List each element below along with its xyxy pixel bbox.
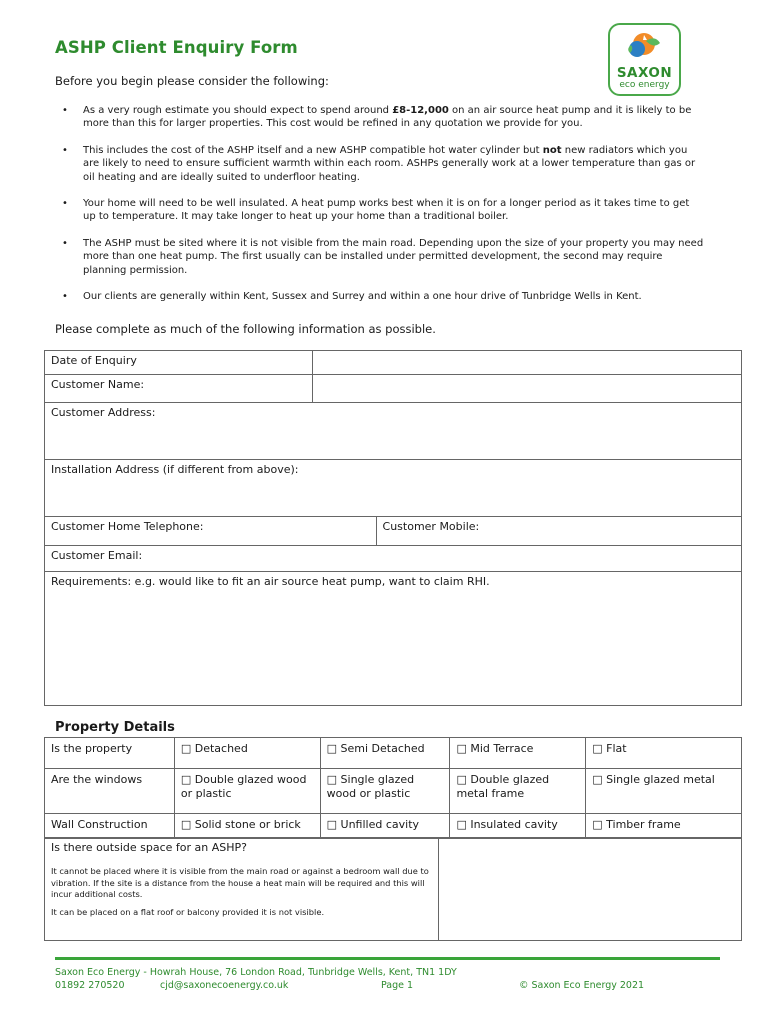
requirements-field[interactable]	[45, 572, 742, 706]
requirements-label: Requirements: e.g. would like to fit an air source heat pump, want to claim RHI.	[51, 575, 490, 588]
property-details-heading: Property Details	[55, 720, 175, 735]
footer-address: Saxon Eco Energy - Howrah House, 76 London Road, Tunbridge Wells, Kent, TN1 1DY	[55, 967, 457, 978]
option-detached[interactable]: □ Detached	[174, 738, 320, 769]
instruction-text: Please complete as much of the following information as possible.	[55, 322, 436, 336]
footer-page-number: Page 1	[381, 980, 414, 991]
footer-divider	[55, 957, 720, 960]
home-telephone-field[interactable]	[45, 517, 377, 546]
considerations-list	[55, 104, 705, 316]
outside-space-note-2: It can be placed on a flat roof or balcony provided it is not visible.	[51, 906, 325, 917]
option-double-glazed-wood[interactable]: □ Double glazed wood or plastic	[174, 769, 320, 814]
install-address-field[interactable]	[45, 460, 742, 517]
address-label: Customer Address:	[51, 406, 156, 419]
logo-tagline: eco energy	[619, 80, 670, 90]
option-solid-stone[interactable]: □ Solid stone or brick	[174, 814, 320, 839]
list-item: • Your home will need to be well insulated. A heat pump works best when it is on for a longer period as it takes time to get up to temperature. It may take longer to heat up your home than a traditional boiler.	[55, 197, 705, 224]
outside-space-cell	[44, 837, 439, 941]
footer-email: cjd@saxonecoenergy.co.uk	[160, 980, 289, 991]
customer-details-table	[44, 350, 742, 706]
email-field[interactable]	[45, 546, 742, 572]
saxon-logo	[608, 23, 681, 96]
option-semi-detached[interactable]: □ Semi Detached	[320, 738, 450, 769]
option-flat[interactable]: □ Flat	[586, 738, 742, 769]
option-double-glazed-metal[interactable]: □ Double glazed metal frame	[450, 769, 586, 814]
list-item: • This includes the cost of the ASHP itself and a new ASHP compatible hot water cylinder but not new radiators which you are likely to need to ensure sufficient warmth within each room. ASHPs generally work at a lower temperature than gas or oil heating and are ideally suited to underfloor heating.	[55, 144, 705, 184]
property-details-table	[44, 737, 742, 839]
name-label: Customer Name:	[45, 375, 313, 403]
list-item: • As a very rough estimate you should expect to spend around £8-12,000 on an air source heat pump and it is likely to be more than this for larger properties. This cost would be refined in any quotation we provide for you.	[55, 104, 705, 131]
option-unfilled-cavity[interactable]: □ Unfilled cavity	[320, 814, 450, 839]
option-mid-terrace[interactable]: □ Mid Terrace	[450, 738, 586, 769]
option-single-glazed-wood[interactable]: □ Single glazed wood or plastic	[320, 769, 450, 814]
wall-construction-label: Wall Construction	[45, 814, 175, 839]
property-type-label: Is the property	[45, 738, 175, 769]
address-field[interactable]	[45, 403, 742, 460]
option-single-glazed-metal[interactable]: □ Single glazed metal	[586, 769, 742, 814]
date-label: Date of Enquiry	[45, 351, 313, 375]
home-telephone-label: Customer Home Telephone:	[51, 520, 204, 533]
option-timber-frame[interactable]: □ Timber frame	[586, 814, 742, 839]
intro-text: Before you begin please consider the following:	[55, 74, 329, 88]
option-insulated-cavity[interactable]: □ Insulated cavity	[450, 814, 586, 839]
windows-label: Are the windows	[45, 769, 175, 814]
install-address-label: Installation Address (if different from above):	[51, 463, 299, 476]
outside-space-question: Is there outside space for an ASHP?	[51, 841, 247, 854]
page-title: ASHP Client Enquiry Form	[55, 38, 298, 57]
name-field[interactable]	[312, 375, 741, 403]
footer-phone: 01892 270520	[55, 980, 125, 991]
logo-wordmark: SAXON	[616, 65, 673, 81]
email-label: Customer Email:	[51, 549, 143, 562]
outside-space-note-1: It cannot be placed where it is visible from the main road or against a bedroom wall due to vibration. If the site is a distance from the house a heat main will be required and this will incur additional costs.	[51, 866, 429, 899]
list-item: • Our clients are generally within Kent, Sussex and Surrey and within a one hour drive of Tunbridge Wells in Kent.	[55, 290, 705, 303]
outside-space-answer-field[interactable]	[438, 837, 742, 941]
mobile-label: Customer Mobile:	[382, 520, 480, 533]
list-item: • The ASHP must be sited where it is not visible from the main road. Depending upon the size of your property you may need more than one heat pump. The first usually can be installed under permitted development, the second may require planning permission.	[55, 237, 705, 277]
date-field[interactable]	[312, 351, 741, 375]
footer-copyright: © Saxon Eco Energy 2021	[519, 980, 645, 991]
mobile-field[interactable]	[376, 517, 741, 546]
